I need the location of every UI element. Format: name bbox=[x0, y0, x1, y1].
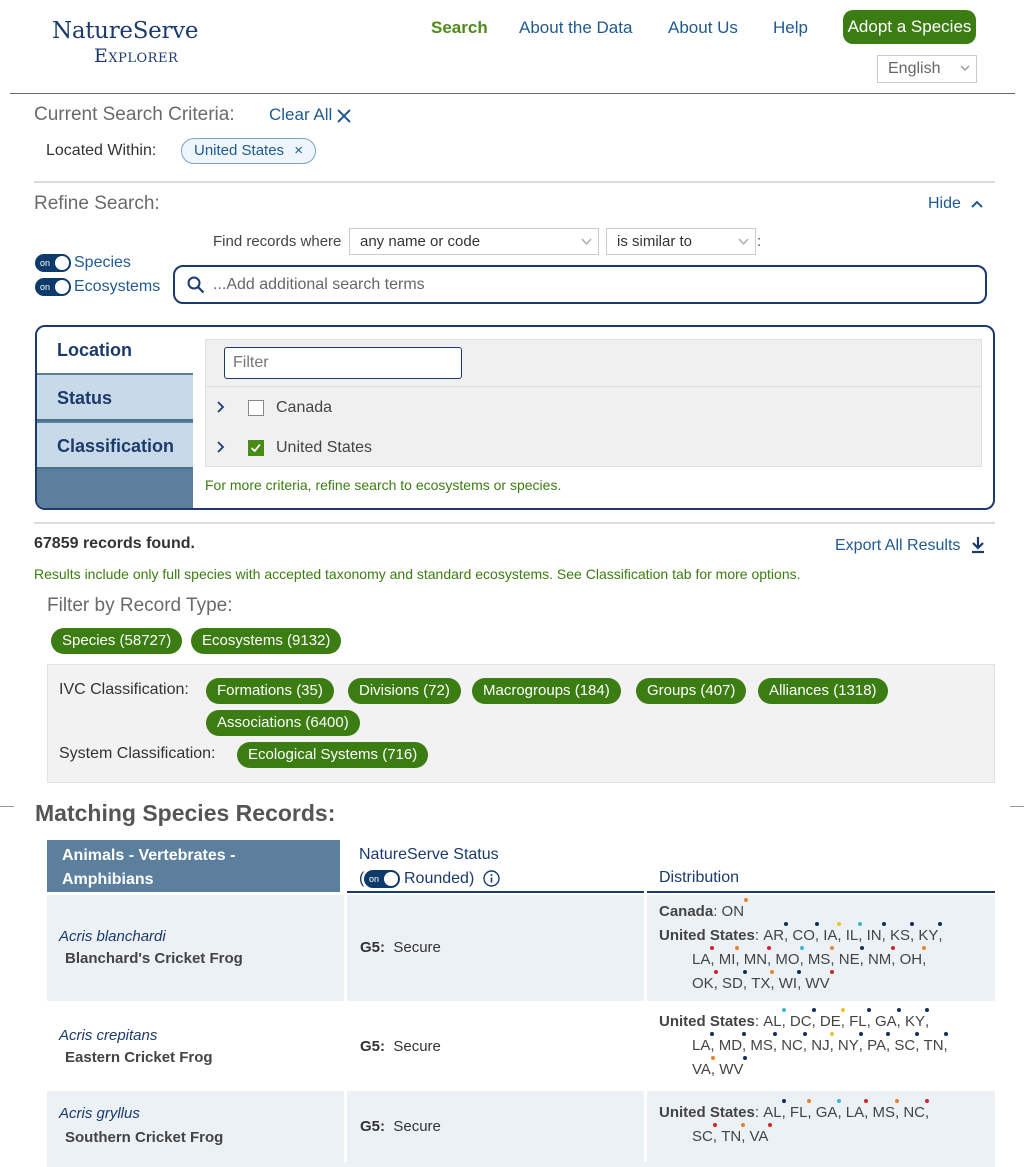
tree-item-united-states[interactable] bbox=[206, 430, 981, 466]
dist-colon: : bbox=[754, 1104, 764, 1121]
common-name: Eastern Cricket Frog bbox=[65, 1049, 213, 1066]
state-code: MO bbox=[775, 948, 799, 972]
ivc-formations-pill[interactable]: Formations (35) bbox=[206, 678, 334, 704]
country-name: Canada bbox=[659, 903, 714, 920]
remove-chip-icon[interactable]: × bbox=[294, 142, 303, 159]
state-code: NE bbox=[839, 948, 860, 972]
tree-item-label: United States bbox=[276, 439, 373, 456]
separator: , bbox=[925, 1013, 930, 1030]
separator: , bbox=[710, 951, 719, 968]
select-colon: : bbox=[757, 233, 762, 250]
tab-status[interactable]: Status bbox=[37, 375, 193, 421]
status-dot bbox=[925, 1099, 929, 1103]
separator: , bbox=[858, 927, 867, 944]
state-code: LA bbox=[692, 1034, 710, 1058]
ivc-divisions-pill[interactable]: Divisions (72) bbox=[348, 678, 461, 704]
rank-code: G5: bbox=[360, 939, 386, 956]
species-cell bbox=[47, 1091, 344, 1163]
status-dot bbox=[710, 946, 714, 950]
state-list bbox=[692, 975, 830, 992]
state-code: IA bbox=[823, 924, 837, 948]
separator: , bbox=[859, 951, 868, 968]
state-code: SD bbox=[722, 972, 743, 996]
status-dot bbox=[782, 1099, 786, 1103]
logo-line1: NatureServe bbox=[52, 18, 199, 44]
status-dot bbox=[807, 1099, 811, 1103]
table-row[interactable] bbox=[47, 1091, 995, 1163]
state-list bbox=[692, 1128, 768, 1145]
state-code: WV bbox=[805, 972, 829, 996]
separator: , bbox=[781, 1104, 790, 1121]
status-dot bbox=[803, 1032, 807, 1036]
separator: , bbox=[925, 1104, 930, 1121]
distribution-cell bbox=[647, 1004, 995, 1088]
distribution-line bbox=[692, 1034, 948, 1058]
logo-line2: Explorer bbox=[94, 45, 179, 67]
criteria-panel bbox=[35, 325, 995, 510]
state-code: IL bbox=[846, 924, 859, 948]
results-note: Results include only full species with accepted taxonomy and standard ecosystems. See Classification tab for more options. bbox=[34, 566, 801, 582]
state-list bbox=[692, 1061, 743, 1078]
state-code: NC bbox=[781, 1034, 803, 1058]
status-rank bbox=[360, 1118, 441, 1135]
field-select[interactable] bbox=[349, 228, 599, 255]
state-code: GA bbox=[875, 1010, 897, 1034]
state-code: GA bbox=[816, 1101, 838, 1125]
status-dot bbox=[768, 1123, 772, 1127]
toggle-knob bbox=[55, 280, 69, 294]
chevron-down-icon bbox=[581, 236, 592, 247]
divider bbox=[0, 806, 14, 807]
status-dot bbox=[784, 922, 788, 926]
state-code: KY bbox=[905, 1010, 925, 1034]
rank-description: Secure bbox=[393, 939, 441, 956]
separator: , bbox=[735, 951, 744, 968]
status-dot bbox=[742, 1032, 746, 1036]
status-dot bbox=[895, 1099, 899, 1103]
separator: , bbox=[840, 1013, 850, 1030]
state-code: PA bbox=[867, 1034, 886, 1058]
divider bbox=[34, 522, 995, 524]
distribution-line bbox=[692, 948, 926, 972]
dist-colon: : bbox=[754, 1013, 764, 1030]
separator: , bbox=[837, 1104, 846, 1121]
ivc-associations-pill[interactable]: Associations (6400) bbox=[206, 710, 360, 736]
state-code: FL bbox=[790, 1101, 808, 1125]
paren-open: ( bbox=[359, 870, 365, 887]
ecosystems-toggle[interactable] bbox=[35, 278, 71, 296]
state-code: ON bbox=[722, 900, 745, 924]
distribution-line bbox=[692, 1125, 768, 1149]
separator: , bbox=[770, 975, 779, 992]
species-toggle[interactable] bbox=[35, 254, 71, 272]
chevron-down-icon bbox=[960, 63, 970, 73]
close-icon[interactable] bbox=[336, 108, 352, 124]
status-dot bbox=[867, 1008, 871, 1012]
state-code: TN bbox=[924, 1034, 944, 1058]
state-code: IN bbox=[867, 924, 882, 948]
chevron-up-icon[interactable] bbox=[970, 198, 984, 210]
state-code: MD bbox=[719, 1034, 742, 1058]
checkbox[interactable] bbox=[248, 400, 264, 416]
divider bbox=[34, 181, 995, 183]
nav-about-us[interactable]: About Us bbox=[668, 18, 738, 37]
status-dot bbox=[770, 970, 774, 974]
language-select[interactable] bbox=[877, 55, 977, 83]
separator: , bbox=[866, 1013, 875, 1030]
status-dot bbox=[897, 1008, 901, 1012]
search-icon bbox=[187, 276, 205, 294]
state-code: LA bbox=[692, 948, 710, 972]
state-list bbox=[763, 927, 942, 944]
separator: , bbox=[811, 1013, 820, 1030]
status-dot bbox=[944, 1032, 948, 1036]
field-select-value: any name or code bbox=[360, 233, 481, 250]
separator: , bbox=[742, 1037, 751, 1054]
status-rank bbox=[360, 939, 441, 956]
separator: , bbox=[742, 975, 752, 992]
rank-description: Secure bbox=[393, 1038, 441, 1055]
separator: , bbox=[938, 927, 943, 944]
ivc-alliances-pill[interactable]: Alliances (1318) bbox=[758, 678, 888, 704]
status-dot bbox=[744, 898, 748, 902]
status-dot bbox=[886, 1032, 890, 1036]
toggle-knob bbox=[55, 256, 69, 270]
distribution-cell bbox=[647, 895, 995, 1001]
separator: , bbox=[814, 927, 824, 944]
separator: , bbox=[802, 1037, 812, 1054]
separator: , bbox=[829, 1037, 838, 1054]
separator: , bbox=[797, 975, 806, 992]
ecological-systems-pill[interactable]: Ecological Systems (716) bbox=[237, 742, 428, 768]
state-code: KS bbox=[890, 924, 910, 948]
state-list bbox=[692, 951, 926, 968]
distribution-line bbox=[659, 1101, 929, 1125]
rank-code: G5: bbox=[360, 1038, 386, 1055]
status-dot bbox=[925, 1008, 929, 1012]
separator: , bbox=[837, 927, 846, 944]
status-dot bbox=[841, 1008, 845, 1012]
rank-description: Secure bbox=[393, 1118, 441, 1135]
state-code: SC bbox=[692, 1125, 713, 1149]
status-dot bbox=[830, 970, 834, 974]
status-dot bbox=[837, 1099, 841, 1103]
panel-tabs bbox=[37, 327, 193, 510]
separator: , bbox=[710, 1061, 720, 1078]
separator: , bbox=[915, 1037, 924, 1054]
state-code: NM bbox=[868, 948, 891, 972]
status-header-label: NatureServe Status bbox=[359, 846, 499, 863]
status-dot bbox=[713, 1123, 717, 1127]
separator: , bbox=[781, 1013, 790, 1030]
status-cell bbox=[347, 895, 644, 1001]
separator: , bbox=[858, 1037, 868, 1054]
state-list bbox=[692, 1037, 948, 1054]
taxon-group-header[interactable]: Animals - Vertebrates - Amphibians bbox=[47, 840, 340, 892]
status-dot bbox=[812, 1008, 816, 1012]
separator: , bbox=[799, 951, 808, 968]
distribution-cell bbox=[647, 1091, 995, 1163]
state-code: DC bbox=[790, 1010, 812, 1034]
status-dot bbox=[741, 1123, 745, 1127]
state-code: NY bbox=[838, 1034, 859, 1058]
distribution-line bbox=[659, 900, 744, 924]
separator: , bbox=[895, 1104, 904, 1121]
divider bbox=[347, 891, 644, 893]
divider bbox=[1010, 806, 1024, 807]
separator: , bbox=[891, 951, 900, 968]
nav-help[interactable]: Help bbox=[773, 18, 808, 37]
rank-code: G5: bbox=[360, 1118, 386, 1135]
nav-search[interactable]: Search bbox=[431, 18, 488, 37]
find-records-label: Find records where bbox=[213, 233, 342, 250]
status-dot bbox=[882, 922, 886, 926]
separator: , bbox=[943, 1037, 948, 1054]
ecosystems-toggle-label[interactable]: Ecosystems bbox=[74, 278, 161, 295]
operator-select[interactable] bbox=[606, 228, 756, 255]
status-dot bbox=[773, 1032, 777, 1036]
status-dot bbox=[922, 946, 926, 950]
state-code: KY bbox=[918, 924, 938, 948]
species-cell bbox=[47, 895, 344, 1001]
next-row-edge bbox=[47, 1162, 995, 1167]
status-dot bbox=[938, 922, 942, 926]
state-code: TX bbox=[751, 972, 770, 996]
scientific-name-link[interactable]: Acris gryllus bbox=[59, 1105, 140, 1122]
toggle-on-label: on bbox=[369, 874, 380, 884]
state-code: VA bbox=[692, 1058, 711, 1082]
hide-toggle-link[interactable]: Hide bbox=[928, 195, 961, 212]
state-code: TN bbox=[721, 1125, 741, 1149]
common-name: Blanchard's Cricket Frog bbox=[65, 950, 243, 967]
state-code: MS bbox=[808, 948, 831, 972]
clear-all-link[interactable]: Clear All bbox=[269, 105, 333, 124]
status-dot bbox=[743, 1056, 747, 1060]
status-dot bbox=[711, 1056, 715, 1060]
distribution-line bbox=[659, 1010, 929, 1034]
location-chip[interactable] bbox=[181, 138, 316, 164]
common-name: Southern Cricket Frog bbox=[65, 1129, 224, 1146]
location-tree bbox=[205, 339, 982, 467]
status-rank bbox=[360, 1038, 441, 1055]
state-code: DE bbox=[820, 1010, 841, 1034]
state-code: AR bbox=[763, 924, 784, 948]
state-code: CO bbox=[792, 924, 815, 948]
distribution-line bbox=[692, 972, 830, 996]
records-count: 67859 records found. bbox=[34, 535, 195, 552]
separator: , bbox=[896, 1013, 905, 1030]
status-dot bbox=[710, 1032, 714, 1036]
state-code: AL bbox=[763, 1101, 781, 1125]
species-cell bbox=[47, 1004, 344, 1088]
adopt-species-button[interactable]: Adopt a Species bbox=[843, 10, 976, 44]
status-dot bbox=[800, 946, 804, 950]
separator: , bbox=[772, 1037, 782, 1054]
system-classification-label: System Classification: bbox=[59, 745, 216, 762]
state-list bbox=[722, 903, 745, 920]
state-code: VA bbox=[750, 1125, 769, 1149]
state-code: NJ bbox=[811, 1034, 829, 1058]
tab-classification[interactable]: Classification bbox=[37, 423, 193, 469]
criteria-title: Current Search Criteria: bbox=[34, 104, 235, 125]
download-icon[interactable] bbox=[970, 536, 986, 554]
state-code: AL bbox=[763, 1010, 781, 1034]
ivc-label: IVC Classification: bbox=[59, 681, 189, 698]
classification-filter-box bbox=[47, 664, 995, 783]
status-dot bbox=[860, 946, 864, 950]
status-dot bbox=[859, 1032, 863, 1036]
state-code: WV bbox=[719, 1058, 743, 1082]
status-dot bbox=[891, 946, 895, 950]
location-chip-label: United States bbox=[194, 142, 285, 159]
located-within-label: Located Within: bbox=[46, 142, 157, 159]
export-all-link[interactable]: Export All Results bbox=[835, 537, 961, 554]
status-dot bbox=[735, 946, 739, 950]
toggle-on-label: on bbox=[40, 282, 51, 292]
state-list bbox=[763, 1013, 929, 1030]
status-dot bbox=[714, 970, 718, 974]
country-name: United States bbox=[659, 1104, 755, 1121]
filter-species-pill[interactable]: Species (58727) bbox=[51, 628, 182, 654]
state-code: LA bbox=[846, 1101, 864, 1125]
country-name: United States bbox=[659, 1013, 755, 1030]
state-code: OH bbox=[900, 948, 923, 972]
operator-select-value: is similar to bbox=[617, 233, 693, 250]
chevron-right-icon[interactable] bbox=[216, 400, 226, 414]
status-cell bbox=[347, 1004, 644, 1088]
state-code: MS bbox=[750, 1034, 773, 1058]
separator: , bbox=[807, 1104, 816, 1121]
scientific-name-link[interactable]: Acris blanchardi bbox=[59, 928, 166, 945]
status-dot bbox=[830, 1032, 834, 1036]
table-row[interactable] bbox=[47, 1004, 995, 1088]
ivc-groups-pill[interactable]: Groups (407) bbox=[636, 678, 746, 704]
status-dot bbox=[743, 970, 747, 974]
status-dot bbox=[815, 922, 819, 926]
species-toggle-label[interactable]: Species bbox=[74, 254, 131, 271]
distribution-line bbox=[692, 1058, 743, 1082]
state-list bbox=[763, 1104, 929, 1121]
tree-item-canada[interactable] bbox=[206, 390, 981, 426]
header-divider bbox=[10, 93, 1015, 94]
search-box[interactable] bbox=[173, 265, 987, 304]
chevron-down-icon bbox=[738, 236, 749, 247]
status-dot bbox=[915, 1032, 919, 1036]
status-dot bbox=[767, 946, 771, 950]
divider bbox=[206, 386, 981, 387]
separator: , bbox=[830, 951, 839, 968]
status-dot bbox=[837, 922, 841, 926]
filter-input[interactable] bbox=[224, 347, 462, 379]
separator: , bbox=[741, 1128, 750, 1145]
status-dot bbox=[782, 1008, 786, 1012]
status-dot bbox=[858, 922, 862, 926]
status-cell bbox=[347, 1091, 644, 1163]
separator: , bbox=[712, 1128, 722, 1145]
status-dot bbox=[910, 922, 914, 926]
rounded-toggle[interactable] bbox=[364, 870, 400, 888]
more-criteria-note: For more criteria, refine search to ecosystems or species. bbox=[205, 477, 562, 493]
separator: , bbox=[713, 975, 723, 992]
rounded-label: Rounded) bbox=[404, 870, 475, 887]
language-value: English bbox=[888, 60, 941, 77]
distribution-header: Distribution bbox=[659, 869, 740, 886]
separator: , bbox=[710, 1037, 719, 1054]
refine-title: Refine Search: bbox=[34, 193, 160, 214]
matching-records-title: Matching Species Records: bbox=[35, 800, 336, 826]
separator: , bbox=[881, 927, 890, 944]
separator: , bbox=[909, 927, 919, 944]
info-icon[interactable] bbox=[483, 870, 500, 887]
nav-about-data[interactable]: About the Data bbox=[519, 18, 633, 37]
status-dot bbox=[797, 970, 801, 974]
toggle-on-label: on bbox=[40, 258, 51, 268]
ivc-macrogroups-pill[interactable]: Macrogroups (184) bbox=[472, 678, 621, 704]
distribution-line bbox=[659, 924, 943, 948]
status-dot bbox=[864, 1099, 868, 1103]
table-row[interactable] bbox=[47, 895, 995, 1001]
separator: , bbox=[922, 951, 927, 968]
state-code: FL bbox=[849, 1010, 867, 1034]
state-code: MS bbox=[873, 1101, 896, 1125]
scientific-name-link[interactable]: Acris crepitans bbox=[59, 1027, 158, 1044]
chevron-right-icon[interactable] bbox=[216, 440, 226, 454]
filter-ecosystems-pill[interactable]: Ecosystems (9132) bbox=[191, 628, 341, 654]
check-icon bbox=[249, 441, 263, 455]
state-code: WI bbox=[779, 972, 797, 996]
state-code: MI bbox=[719, 948, 736, 972]
state-code: OK bbox=[692, 972, 714, 996]
dist-colon: : bbox=[713, 903, 722, 920]
separator: , bbox=[784, 927, 793, 944]
toggle-knob bbox=[384, 872, 398, 886]
tab-location[interactable]: Location bbox=[37, 327, 193, 373]
separator: , bbox=[767, 951, 776, 968]
state-code: SC bbox=[894, 1034, 915, 1058]
separator: , bbox=[864, 1104, 873, 1121]
status-dot bbox=[830, 946, 834, 950]
state-code: NC bbox=[903, 1101, 925, 1125]
tree-item-label: Canada bbox=[276, 399, 333, 416]
search-input[interactable] bbox=[213, 274, 913, 296]
separator: , bbox=[886, 1037, 895, 1054]
divider bbox=[647, 891, 995, 893]
rounded-toggle-row bbox=[359, 867, 499, 891]
status-header bbox=[359, 843, 499, 891]
filter-record-type-title: Filter by Record Type: bbox=[47, 595, 233, 616]
dist-colon: : bbox=[754, 927, 764, 944]
state-code: MN bbox=[744, 948, 767, 972]
country-name: United States bbox=[659, 927, 755, 944]
checkbox-checked[interactable] bbox=[248, 440, 264, 456]
